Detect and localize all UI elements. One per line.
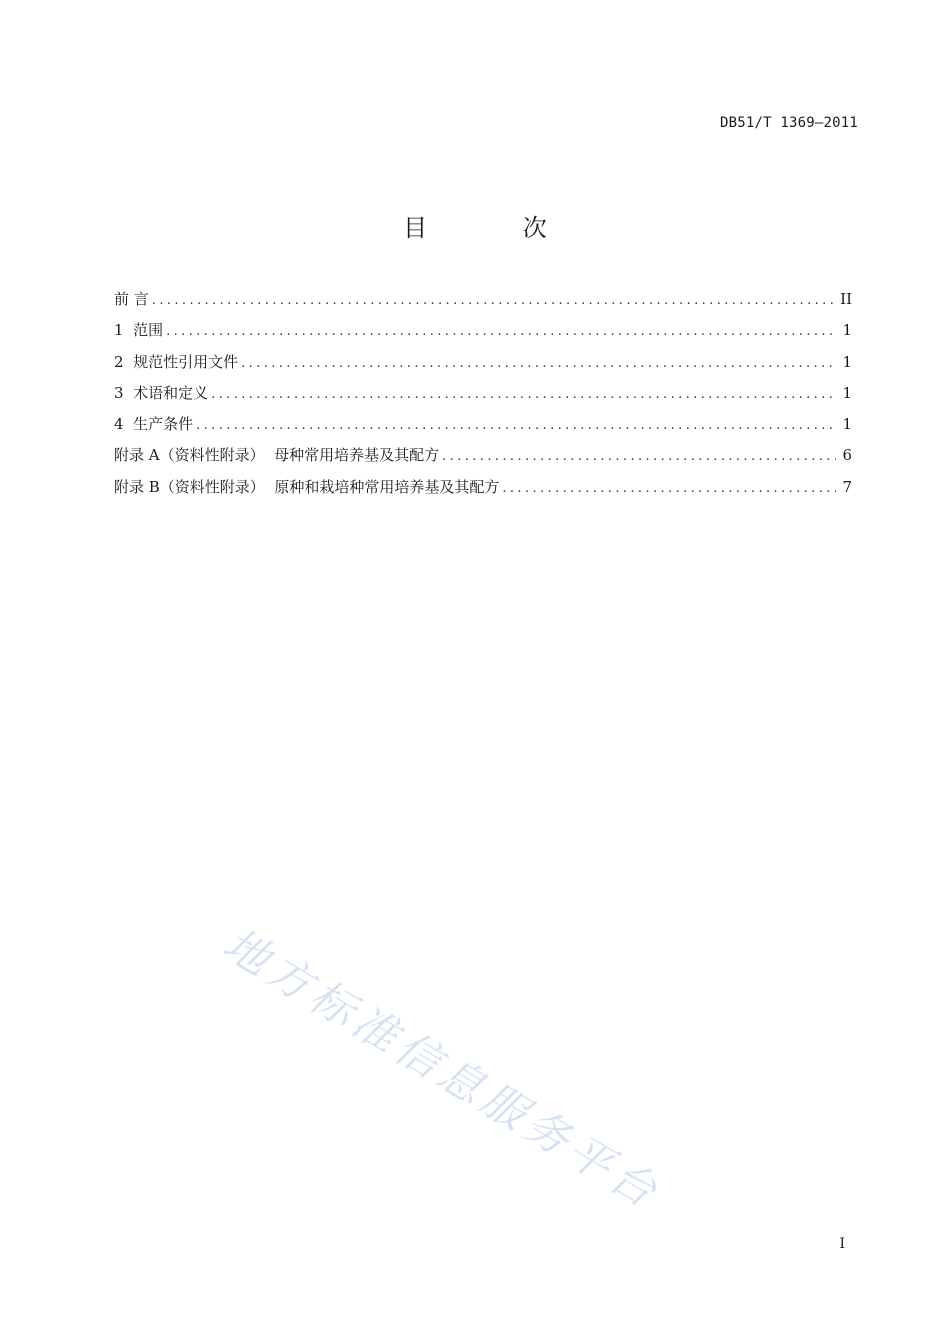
toc-leader-dots: [166, 316, 836, 347]
page-number: I: [839, 1236, 845, 1252]
document-code: DB51/T 1369—2011: [719, 115, 858, 131]
toc-entry-label: 1 范围: [114, 321, 164, 340]
toc-entry-label: 2 规范性引用文件: [114, 352, 239, 371]
toc-entry-production-conditions[interactable]: [114, 409, 852, 440]
toc-title: 目 次: [403, 214, 591, 242]
toc-entry-page: II: [840, 290, 852, 308]
toc-entry-label: 4 生产条件: [114, 415, 194, 434]
toc-entry-appendix-b[interactable]: [114, 472, 852, 503]
toc-leader-dots: [241, 348, 836, 379]
toc-leader-dots: [152, 285, 836, 316]
table-of-contents: [114, 284, 852, 503]
toc-leader-dots: [442, 441, 836, 472]
toc-entry-label: 3 术语和定义: [114, 383, 209, 402]
watermark: 地方标准信息服务平台: [214, 918, 670, 1221]
toc-entry-label: 附录 B（资料性附录） 原种和栽培种常用培养基及其配方: [114, 477, 500, 496]
toc-entry-terms-definitions[interactable]: [114, 378, 852, 409]
toc-entry-label: 附录 A（资料性附录） 母种常用培养基及其配方: [114, 446, 440, 465]
toc-entry-page: 7: [842, 477, 852, 496]
toc-leader-dots: [502, 473, 836, 504]
toc-entry-page: 1: [842, 415, 852, 434]
toc-entry-page: 1: [842, 383, 852, 402]
toc-entry-normative-references[interactable]: [114, 347, 852, 378]
toc-entry-page: 1: [842, 352, 852, 371]
toc-leader-dots: [196, 410, 836, 441]
toc-entry-label: 前 言: [114, 290, 149, 308]
toc-entry-appendix-a[interactable]: [114, 440, 852, 471]
toc-entry-page: 1: [842, 321, 852, 340]
toc-entry-page: 6: [842, 446, 852, 465]
toc-entry-foreword[interactable]: [114, 284, 852, 315]
toc-leader-dots: [211, 379, 836, 410]
toc-entry-scope[interactable]: [114, 315, 852, 346]
